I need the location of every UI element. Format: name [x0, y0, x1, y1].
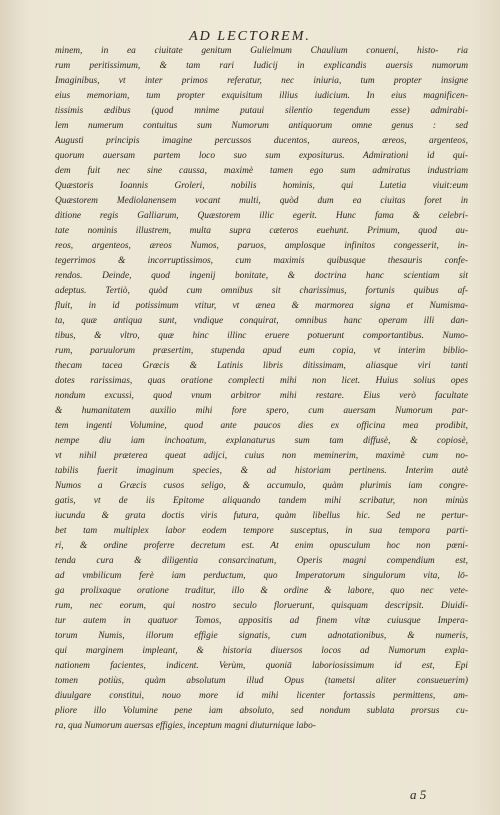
- text-line: rendos. Deinde, quod ingenij bonitate, & doctrina hanc scientiam sit: [55, 271, 468, 281]
- text-line: torum Numis, illorum effigie signatis, cum adnotationibus, & numeris,: [55, 631, 468, 641]
- page-header: AD LECTOREM.: [189, 29, 311, 44]
- text-line: iucunda & grata doctis viris futura, quàm libellus hic. Sed ne pertur-: [55, 511, 468, 521]
- text-line: ditione regis Galliarum, Quæstorem illic egerit. Hunc fama & celebri-: [55, 211, 468, 221]
- text-line: nempe diu iam inchoatum, explanaturus sum tam diffusè, & copiosè,: [55, 436, 468, 446]
- text-line: eius memoriam, tum propter exquisitum illius iudicium. In eius magnificen-: [55, 91, 468, 101]
- text-line: ad vmbilicum ferè iam perductum, quo Imperatorum singulorum vita, lō-: [55, 571, 468, 581]
- text-line: rum, nec eorum, qui nostro seculo floruerunt, quisquam descripsit. Diuidi-: [55, 601, 468, 611]
- text-line: minem, in ea ciuitate genitum Gulielmum Chaulium conueni, histo- ria: [55, 46, 468, 56]
- text-line: tur autem in quatuor Tomos, appositis ad finem vitæ cuiusque Impera-: [55, 616, 468, 626]
- text-line: gatis, vt de iis Epitome aliquando tandem mihi scribatur, non minùs: [55, 496, 468, 506]
- text-line: vt nihil præterea queat adijci, cuius non meminerim, maximè cum no-: [55, 451, 468, 461]
- text-line: ga prolixaque oratione traditur, illo & ordine & labore, quo nec vete-: [55, 586, 468, 596]
- text-line: Quæstorem Mediolanensem vocant multi, quòd dum ea ciuitas foret in: [55, 196, 468, 206]
- text-line: bet tam multiplex labor eodem tempore susceptus, in sua tempora parti-: [55, 526, 468, 536]
- text-line: tabilis fuerit imaginum species, & ad historiam pertinens. Interim autè: [55, 466, 468, 476]
- text-line: lem numerum contuitus sum Numorum antiquorum omne genus : sed: [55, 121, 468, 131]
- text-line: tissimis ædibus (quod mnime putaui silentio tegendum esse) admirabi-: [55, 106, 468, 116]
- text-line: Numos a Græcis cusos seligo, & accumulo, quàm plurimis iam congre-: [55, 481, 468, 491]
- text-line: thecam tacea Græcis & Latinis libris ditissimam, aliasque viri tanti: [55, 361, 468, 371]
- text-line: ra, qua Numorum auersas effigies, inceptum magni diuturnique labo-: [55, 721, 316, 731]
- text-line: qui marginem impleant, & historia diuersos locos ad Numorum expla-: [55, 646, 468, 656]
- signature-mark: a 5: [410, 787, 427, 802]
- text-line: tenda cura & diligentia consarcinatum, Operis magni compendium est,: [55, 556, 468, 566]
- text-line: ri, & ordine proferre decretum est. At enim opusculum hoc non pœni-: [55, 541, 468, 551]
- text-line: dem fuit nec sine caussa, maximè tamen ego sum admiratus industriam: [55, 166, 468, 176]
- text-line: nationem facientes, indicent. Verùm, quoniā laboriosissimum id est, Epi: [55, 661, 468, 671]
- text-line: rum peritissimum, & tam rari Iudicij in explicandis auersis numorum: [55, 61, 468, 71]
- text-line: & humanitatem auxilio mihi fore spero, cum auersam Numorum par-: [55, 406, 468, 416]
- text-line: tegerrimos & incorruptissimos, cum maximis quibusque thesauris confe-: [55, 256, 468, 266]
- text-line: quorum auersam partem loco suo sum expositurus. Admirationi id qui-: [55, 151, 468, 161]
- text-line: fluit, in id potissimum vtitur, vt ænea & marmorea signa et Numisma-: [55, 301, 468, 311]
- text-line: rum, paruulorum præsertim, stupenda apud eum copia, vt interim biblio-: [55, 346, 468, 356]
- text-line: ta, quæ antiqua sunt, vndique conquirat, omnibus hanc operam illi dan-: [55, 316, 468, 326]
- text-line: Imaginibus, vt inter primos referatur, nec iniuria, tum propter insigne: [55, 76, 468, 86]
- text-line: tibus, & vltro, quæ hinc illinc eruere potuerunt comportantibus. Numo-: [55, 331, 468, 341]
- text-line: nondum excussi, quod vnum arbitror mihi restare. Eius verò facultate: [55, 391, 468, 401]
- text-line: Quæstoris Ioannis Groleri, nobilis hominis, qui Lutetia viuit:eum: [55, 181, 468, 191]
- text-line: pliore illo Volumine pene iam absoluto, sed nondum sublata prorsus cu-: [55, 706, 468, 716]
- text-line: tomen potiùs, quàm absolutum illud Opus (tametsi aliter consueuerim): [55, 676, 468, 686]
- text-line: diuulgare constitui, nouo more id mihi licenter fortassis permittens, am-: [55, 691, 468, 701]
- text-body: [55, 44, 468, 734]
- text-line: tem ingenti Volumine, quod ante paucos dies ex officina mea prodibit,: [55, 421, 468, 431]
- text-line: adeptus. Tertiò, quòd cum omnibus sit charissimus, fortunis quibus af-: [55, 286, 468, 296]
- text-line: dotes rarissimas, quas oratione complecti mihi non licet. Huius solius opes: [55, 376, 468, 386]
- text-line: reos, argenteos, æreos Numos, paruos, amplosque infinitos congesserit, in-: [55, 241, 468, 251]
- text-line: tate nominis illustrem, multa supra cæteros euehunt. Primum, quod au-: [55, 226, 468, 236]
- text-line: Augusti principis imagine percussos ducentos, aureos, æreos, argenteos,: [55, 136, 468, 146]
